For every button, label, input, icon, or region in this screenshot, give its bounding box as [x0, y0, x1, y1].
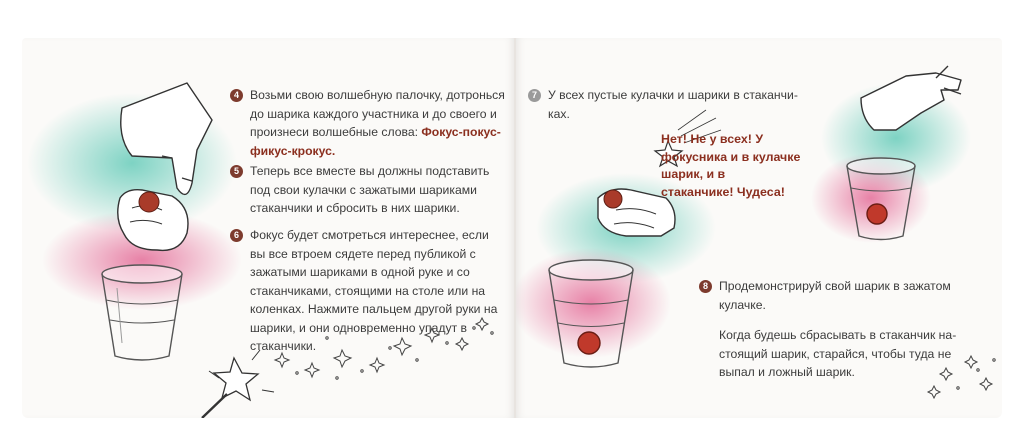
magic-wand-icon: [202, 350, 274, 418]
step-number: 4: [230, 89, 243, 102]
step-text: Фокус будет смотреться интереснее, если вы все втроем сядете перед публикой с зажатыми шариками в одной руке и со стаканчиками, стоящими на столе или на коленках. Нажмите пальцем другой руки на шарики, и они одновременно упадут в стаканчики.: [250, 228, 498, 353]
step-7: [528, 86, 798, 123]
booklet-spread: [22, 38, 1002, 418]
magic-words: Фокус-покус-фикус-крокус.: [250, 125, 501, 158]
step-8: [699, 277, 989, 382]
step-text: Возьми свою волшебную палочку, дотронься до шарика каждого участника и до своего и произнеси волшебные слова: Фокус-покус-фикус-крокус.: [250, 88, 505, 158]
step-text-2: Когда будешь сбрасывать в стаканчик настоящий шарик, старайся, чтобы туда не выпал и ложный шарик.: [719, 328, 957, 379]
step-4: [230, 86, 505, 160]
step-number: 5: [230, 165, 243, 178]
step-6: [230, 226, 505, 356]
step-text: Теперь все вместе вы должны подставить под свои кулачки с зажатыми шариками стаканчики и сбросить в них шарики.: [250, 164, 490, 215]
step-5: [230, 162, 505, 218]
step-text: У всех пустые кулачки и шарики в стаканчиках.: [548, 88, 798, 121]
step-body: [719, 277, 989, 382]
step-number: 8: [699, 280, 712, 293]
step-text: Продемонстрируй свой шарик в зажатом кулачке.: [719, 279, 951, 312]
left-page: [22, 38, 514, 418]
right-page: [516, 38, 1002, 418]
exclamation-text: Нет! Не у всех! У фокусника и в кулачке шарик, и в стаканчике! Чудеса!: [661, 132, 801, 199]
plastic-cup-icon: [102, 265, 182, 360]
step-number: 7: [528, 89, 541, 102]
step-number: 6: [230, 229, 243, 242]
